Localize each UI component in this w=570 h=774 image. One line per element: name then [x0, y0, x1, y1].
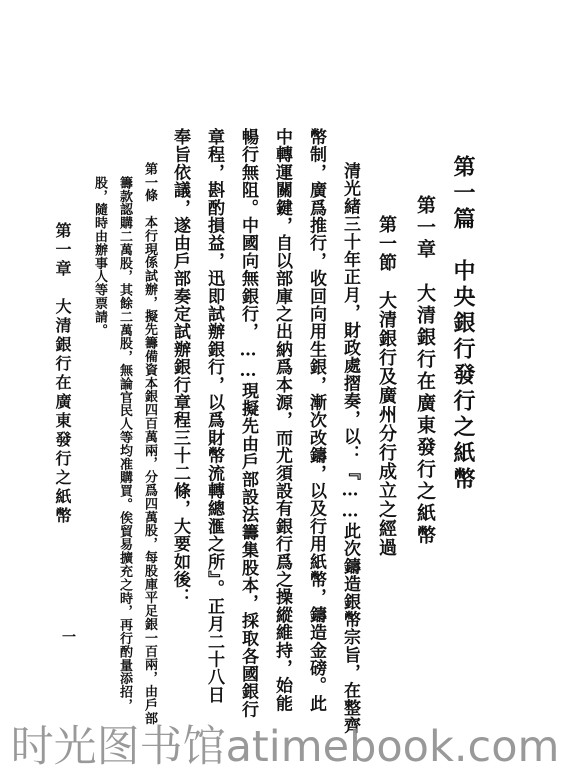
body-text-line: 奉旨依議，遂由戶部奏定試辦銀行章程三十二條，大要如後：: [170, 128, 190, 606]
body-text-line: 章程，斟酌損益，迅即試辦銀行，以爲財幣流轉總滙之所』。正月二十八日: [204, 128, 224, 704]
body-text-line: 中轉運關鍵，自以部庫之出納爲本源，而尤須設有銀行爲之操縱維持，始能: [272, 128, 292, 713]
watermark-text: 时光图书馆atimebook.com: [10, 722, 560, 772]
section-title: 第一節 大清銀行及廣州分行成立之經過: [376, 215, 397, 557]
article-text-line: 第一條 本行現係試辦，擬先籌備資本銀四百萬兩，分爲四萬股，每股庫平足銀一百兩，由戶部: [142, 162, 157, 725]
body-text-line: 幣制，廣爲推行，收回向用生銀，漸次改鑄，以及行用紙幣，鑄造金磅。此: [306, 128, 326, 713]
article-text-line: 股，隨時由辦事人等票請。: [92, 176, 107, 337]
article-text-line: 籌款認購二萬股，其餘二萬股，無論官民人等均准購買。俟貿易擴充之時，再行酌量添招，: [117, 176, 132, 712]
body-text-line: 清光緒三十年正月，財政處摺奏，以：『……此次鑄造銀幣宗旨，在整齊: [340, 162, 360, 735]
chapter-title: 第一章 大清銀行在廣東發行之紙幣: [414, 195, 436, 547]
part-title: 第一篇 中央銀行發行之紙幣: [450, 155, 476, 493]
running-header: 第一章 大清銀行在廣東發行之紙幣: [53, 222, 72, 526]
page-number: 一: [62, 630, 76, 646]
body-text-line: 暢行無阻。中國向無銀行，……現擬先由戶部設法籌集股本，採取各國銀行: [238, 128, 258, 719]
